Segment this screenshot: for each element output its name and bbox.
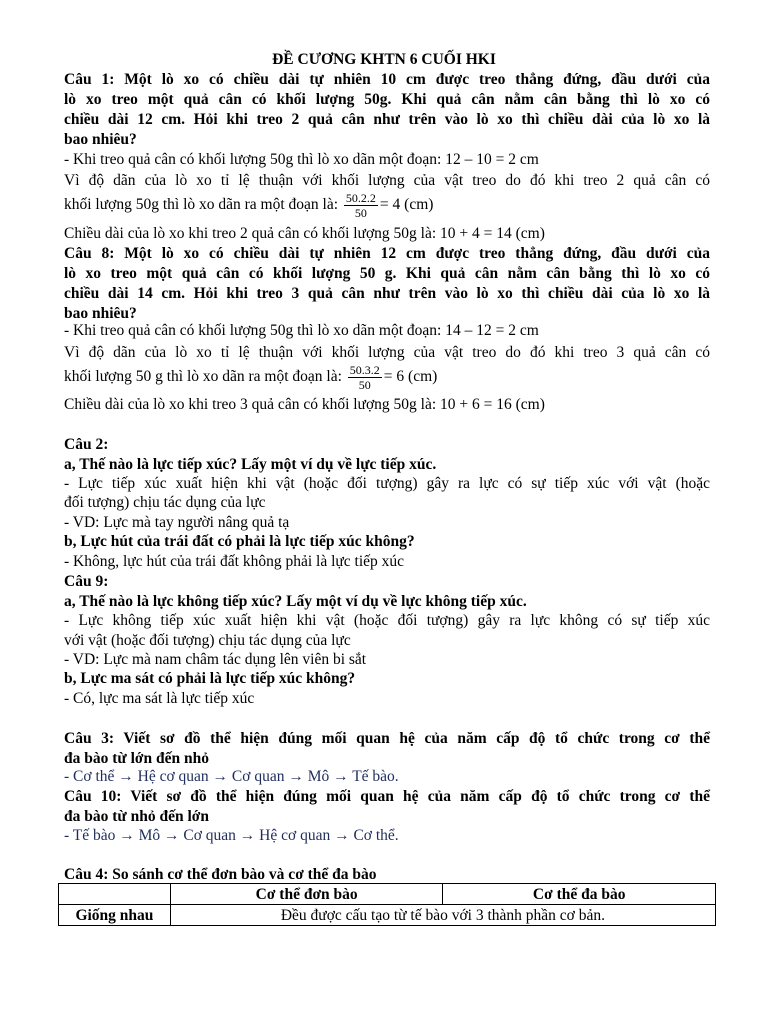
q1-answer-line: Chiều dài của lò xo khi treo 2 quả cân có khối lượng 50g là: 10 + 4 = 14 (cm) xyxy=(64,225,545,242)
q2-heading: Câu 2: xyxy=(64,436,109,453)
q10-answer: - Tế bào → Mô → Cơ quan → Hệ cơ quan → Cơ thể. xyxy=(64,827,399,844)
q1-answer-result: = 4 (cm) xyxy=(379,196,434,213)
q2-part-b-question: b, Lực hút của trái đất có phải là lực tiếp xúc không? xyxy=(64,533,415,550)
q1-answer-line: Vì độ dãn của lò xo tỉ lệ thuận với khối lượng của vật treo do đó khi treo 2 quả cân có xyxy=(64,172,710,189)
q9-part-a-answer-line: - Lực không tiếp xúc xuất hiện khi vật (hoặc đối tượng) gây ra lực không có sự tiếp xúc xyxy=(64,612,710,629)
q9-part-b-question: b, Lực ma sát có phải là lực tiếp xúc không? xyxy=(64,670,356,687)
q2-part-a-answer-line: đối tượng) chịu tác dụng của lực xyxy=(64,494,266,511)
table-header-multicellular: Cơ thể đa bào xyxy=(443,884,716,905)
table-cell-similarities: Đều được cấu tạo từ tế bào với 3 thành phần cơ bản. xyxy=(170,905,715,926)
comparison-table xyxy=(58,883,716,926)
q10-question-line: đa bào từ nhỏ đến lớn xyxy=(64,808,209,825)
table-header-row xyxy=(59,884,716,905)
q8-answer-text: khối lượng 50 g thì lò xo dãn ra một đoạn là: xyxy=(64,368,342,385)
document-title: ĐỀ CƯƠNG KHTN 6 CUỐI HKI xyxy=(272,51,496,68)
q2-part-b-answer: - Không, lực hút của trái đất không phải là lực tiếp xúc xyxy=(64,553,405,570)
table-row-label-similarities: Giống nhau xyxy=(59,905,171,926)
q9-heading: Câu 9: xyxy=(64,573,109,590)
q1-answer-fraction-line xyxy=(64,188,710,222)
q8-question-line: lò xo treo một quả cân có khối lượng 50 g. Khi quả cân nằm cân bằng thì lò xo có xyxy=(64,265,710,282)
q8-fraction-numerator: 50.3.2 xyxy=(349,362,380,377)
q3-question-line: Câu 3: Viết sơ đồ thể hiện đúng mối quan hệ của năm cấp độ tổ chức trong cơ thể xyxy=(64,730,710,747)
q8-fraction-denominator: 50 xyxy=(358,377,371,392)
q8-question-line: chiều dài 14 cm. Hỏi khi treo 3 quả cân như trên vào lò xo thì chiều dài của lò xo là xyxy=(64,285,710,302)
q1-question-line: bao nhiêu? xyxy=(64,131,137,148)
q1-answer-line: - Khi treo quả cân có khối lượng 50g thì lò xo dãn một đoạn: 12 – 10 = 2 cm xyxy=(64,151,539,168)
q1-fraction-denominator: 50 xyxy=(354,205,367,220)
q1-answer-text: khối lượng 50g thì lò xo dãn ra một đoạn là: xyxy=(64,196,339,213)
q10-question-line: Câu 10: Viết sơ đồ thể hiện đúng mối quan hệ của năm cấp độ tổ chức trong cơ thể xyxy=(64,788,710,805)
q1-question-line: lò xo treo một quả cân có khối lượng 50g. Khi quả cân nằm cân bằng thì lò xo có xyxy=(64,91,710,108)
q8-answer-result: = 6 (cm) xyxy=(383,368,438,385)
q9-part-a-answer-line: với vật (hoặc đối tượng) chịu tác dụng của lực xyxy=(64,632,351,649)
q2-part-a-question: a, Thế nào là lực tiếp xúc? Lấy một ví dụ về lực tiếp xúc. xyxy=(64,456,437,473)
q9-part-a-example: - VD: Lực mà nam châm tác dụng lên viên bi sắt xyxy=(64,651,367,668)
q3-question-line: đa bào từ lớn đến nhỏ xyxy=(64,750,209,767)
q8-answer-line: - Khi treo quả cân có khối lượng 50g thì lò xo dãn một đoạn: 14 – 12 = 2 cm xyxy=(64,322,539,339)
q1-question-line: Câu 1: Một lò xo có chiều dài tự nhiên 10 cm được treo thẳng đứng, đầu dưới của xyxy=(64,71,710,88)
q8-answer-line: Vì độ dãn của lò xo tỉ lệ thuận với khối lượng của vật treo do đó khi treo 3 quả cân có xyxy=(64,344,710,361)
q8-question-line: Câu 8: Một lò xo có chiều dài tự nhiên 12 cm được treo thẳng đứng, đầu dưới của xyxy=(64,245,710,262)
q3-answer: - Cơ thể → Hệ cơ quan → Cơ quan → Mô → Tế bào. xyxy=(64,768,399,785)
q2-part-a-answer-line: - Lực tiếp xúc xuất hiện khi vật (hoặc đối tượng) gây ra lực có sự tiếp xúc với vật (hoặc xyxy=(64,475,710,492)
q8-question-line: bao nhiêu? xyxy=(64,305,137,322)
q8-answer-line: Chiều dài của lò xo khi treo 3 quả cân có khối lượng 50g là: 10 + 6 = 16 (cm) xyxy=(64,396,545,413)
q9-part-a-question: a, Thế nào là lực không tiếp xúc? Lấy một ví dụ về lực không tiếp xúc. xyxy=(64,593,527,610)
table-corner-cell xyxy=(59,884,171,905)
q4-heading: Câu 4: So sánh cơ thể đơn bào và cơ thể đa bào xyxy=(64,866,377,883)
table-row xyxy=(59,905,716,926)
q1-fraction xyxy=(344,191,378,220)
q1-question-line: chiều dài 12 cm. Hỏi khi treo 2 quả cân như trên vào lò xo thì chiều dài của lò xo là xyxy=(64,111,710,128)
q9-part-b-answer: - Có, lực ma sát là lực tiếp xúc xyxy=(64,690,255,707)
table-header-unicellular: Cơ thể đơn bào xyxy=(170,884,443,905)
q8-answer-fraction-line xyxy=(64,360,710,394)
q8-fraction xyxy=(348,363,382,392)
q2-part-a-example: - VD: Lực mà tay người nâng quả tạ xyxy=(64,514,290,531)
q1-fraction-numerator: 50.2.2 xyxy=(345,190,376,205)
